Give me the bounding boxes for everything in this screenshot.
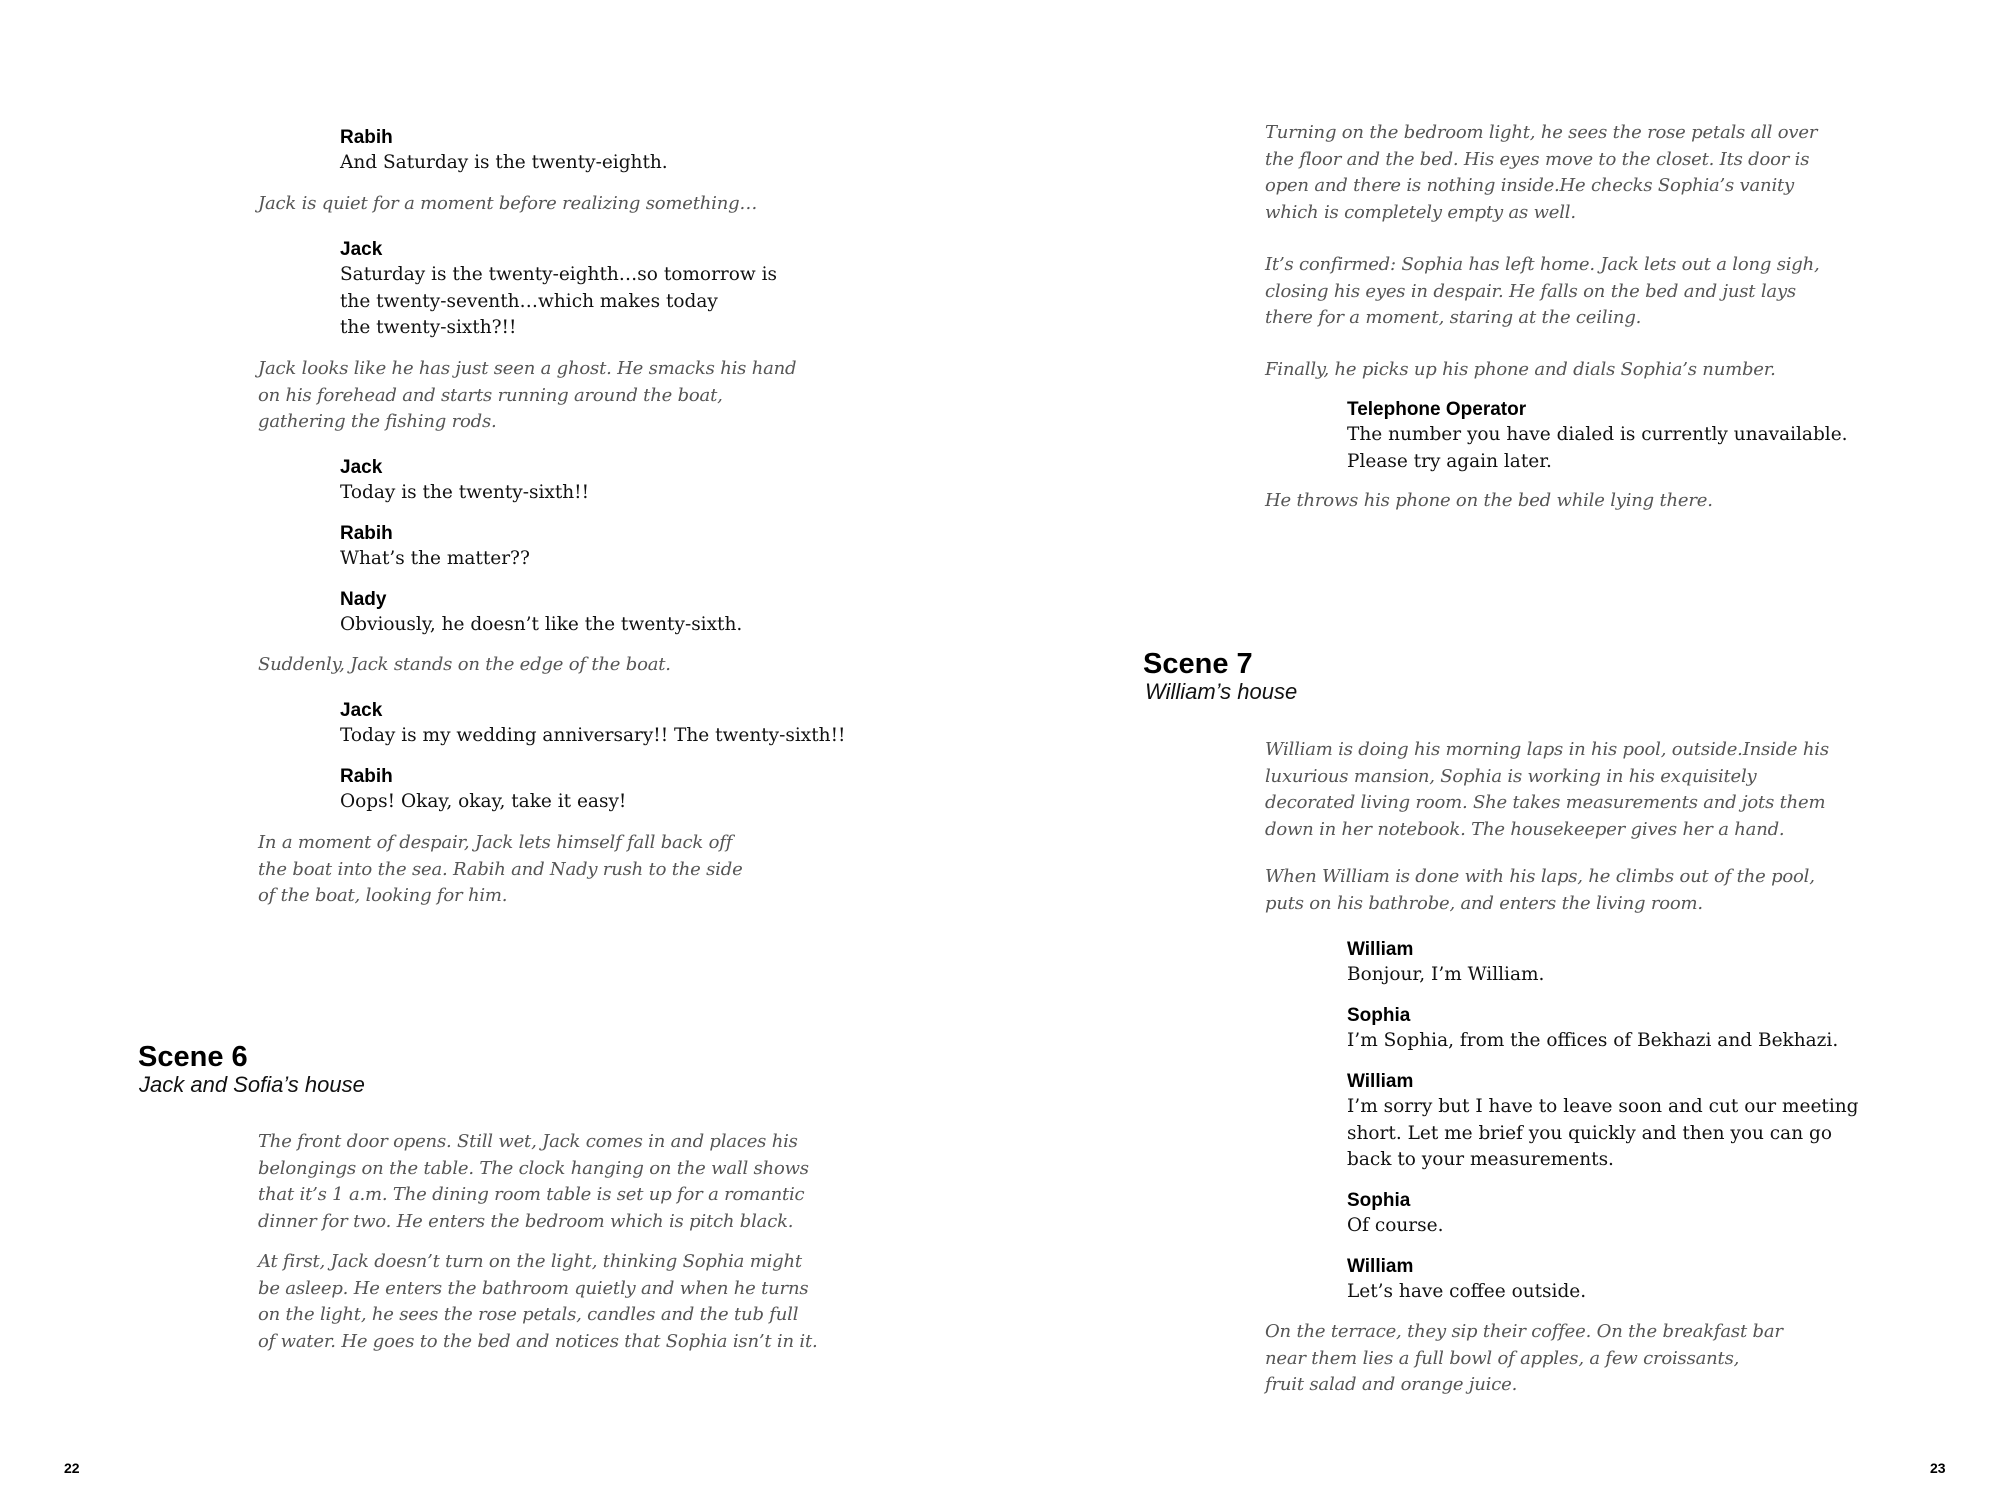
character-name: Sophia — [1347, 1190, 1411, 1211]
scene-title: Scene 6 — [138, 1041, 248, 1073]
dialogue-block — [340, 522, 530, 573]
character-name: Rabih — [340, 127, 393, 148]
dialogue-line: Obviously, he doesn’t like the twenty-sixth. — [340, 614, 743, 635]
stage-direction: When William is done with his laps, he climbs out of the pool, puts on his bathrobe, and enters the living room. — [1265, 866, 1815, 914]
stage-direction: The front door opens. Still wet, Jack comes in and places his belongings on the table. The clock hanging on the wall shows that it’s 1 a.m. The dining room table is set up for a romantic dinner for two. He enters the bedroom which is pitch black. — [258, 1131, 809, 1232]
stage-direction: Suddenly, Jack stands on the edge of the boat. — [258, 654, 671, 675]
character-name: William — [1347, 1256, 1414, 1277]
character-name: Rabih — [340, 766, 393, 787]
dialogue-line: Let’s have coffee outside. — [1347, 1281, 1587, 1302]
dialogue-line: Of course. — [1347, 1215, 1444, 1236]
character-name: Rabih — [340, 523, 393, 544]
stage-direction: In a moment of despair, Jack lets himself fall back off the boat into the sea. Rabih and Nady rush to the side of the boat, looking for him. — [258, 832, 743, 906]
dialogue-line: Saturday is the twenty-eighth…so tomorrow is the twenty-seventh…which makes today the twenty-sixth?!! — [340, 264, 778, 338]
dialogue-block — [1347, 1070, 1859, 1174]
stage-direction: He throws his phone on the bed while lying there. — [1265, 490, 1713, 511]
character-name: Sophia — [1347, 1005, 1411, 1026]
character-name: William — [1347, 939, 1414, 960]
dialogue-block — [1347, 1189, 1443, 1240]
character-name: Jack — [340, 239, 383, 260]
dialogue-line: Today is the twenty-sixth!! — [340, 482, 590, 503]
right-page — [1000, 0, 2000, 1500]
stage-direction: At first, Jack doesn’t turn on the light, thinking Sophia might be asleep. He enters the bathroom quietly and when he turns on the light, he sees the rose petals, candles and the tub full of water. He goes to the bed and notices that Sophia isn’t in it. — [258, 1251, 818, 1352]
stage-direction: Jack is quiet for a moment before realizing something… — [258, 193, 758, 214]
dialogue-line: Bonjour, I’m William. — [1347, 964, 1545, 985]
character-name: Jack — [340, 457, 383, 478]
character-name: Jack — [340, 700, 383, 721]
dialogue-block — [1347, 1255, 1586, 1306]
character-name: William — [1347, 1071, 1414, 1092]
character-name: Nady — [340, 589, 387, 610]
stage-direction: Finally, he picks up his phone and dials Sophia’s number. — [1265, 359, 1776, 380]
dialogue-block — [340, 765, 626, 816]
scene-title: Scene 7 — [1143, 648, 1253, 680]
dialogue-line: The number you have dialed is currently unavailable. Please try again later. — [1347, 424, 1848, 472]
stage-direction: It’s confirmed: Sophia has left home. Jack lets out a long sigh, closing his eyes in despair. He falls on the bed and just lays there for a moment, staring at the ceiling. — [1265, 254, 1820, 328]
character-name: Telephone Operator — [1347, 399, 1527, 420]
dialogue-block — [1347, 938, 1544, 989]
dialogue-line: And Saturday is the twenty-eighth. — [340, 152, 668, 173]
dialogue-line: I’m sorry but I have to leave soon and cut our meeting short. Let me brief you quickly and then you can go back to your measurements. — [1347, 1096, 1859, 1170]
stage-direction: William is doing his morning laps in his pool, outside.Inside his luxurious mansion, Sophia is working in his exquisitely decorated living room. She takes measurements and jots them down in her notebook. The housekeeper gives her a hand. — [1265, 739, 1829, 840]
dialogue-block — [340, 699, 845, 750]
dialogue-block — [340, 126, 668, 177]
dialogue-block — [1347, 398, 1848, 475]
dialogue-line: I’m Sophia, from the offices of Bekhazi and Bekhazi. — [1347, 1030, 1839, 1051]
dialogue-line: What’s the matter?? — [340, 548, 530, 569]
dialogue-line: Today is my wedding anniversary!! The twenty-sixth!! — [340, 725, 846, 746]
stage-direction: Jack looks like he has just seen a ghost. He smacks his hand on his forehead and starts running around the boat, gathering the fishing rods. — [258, 358, 797, 432]
stage-direction: On the terrace, they sip their coffee. On the breakfast bar near them lies a full bowl of apples, a few croissants, fruit salad and orange juice. — [1265, 1321, 1783, 1395]
dialogue-block — [340, 588, 742, 639]
page-number: 22 — [64, 1460, 80, 1476]
dialogue-block — [1347, 1004, 1838, 1055]
dialogue-block — [340, 238, 777, 342]
stage-direction: Turning on the bedroom light, he sees the rose petals all over the floor and the bed. His eyes move to the closet. Its door is open and there is nothing inside.He checks Sophia’s vanity which is completely empty as well. — [1265, 122, 1818, 223]
dialogue-block — [340, 456, 589, 507]
dialogue-line: Oops! Okay, okay, take it easy! — [340, 791, 627, 812]
scene-location: Jack and Sofia’s house — [139, 1072, 365, 1097]
page-number: 23 — [1930, 1460, 1946, 1476]
scene-location: William’s house — [1145, 679, 1298, 704]
